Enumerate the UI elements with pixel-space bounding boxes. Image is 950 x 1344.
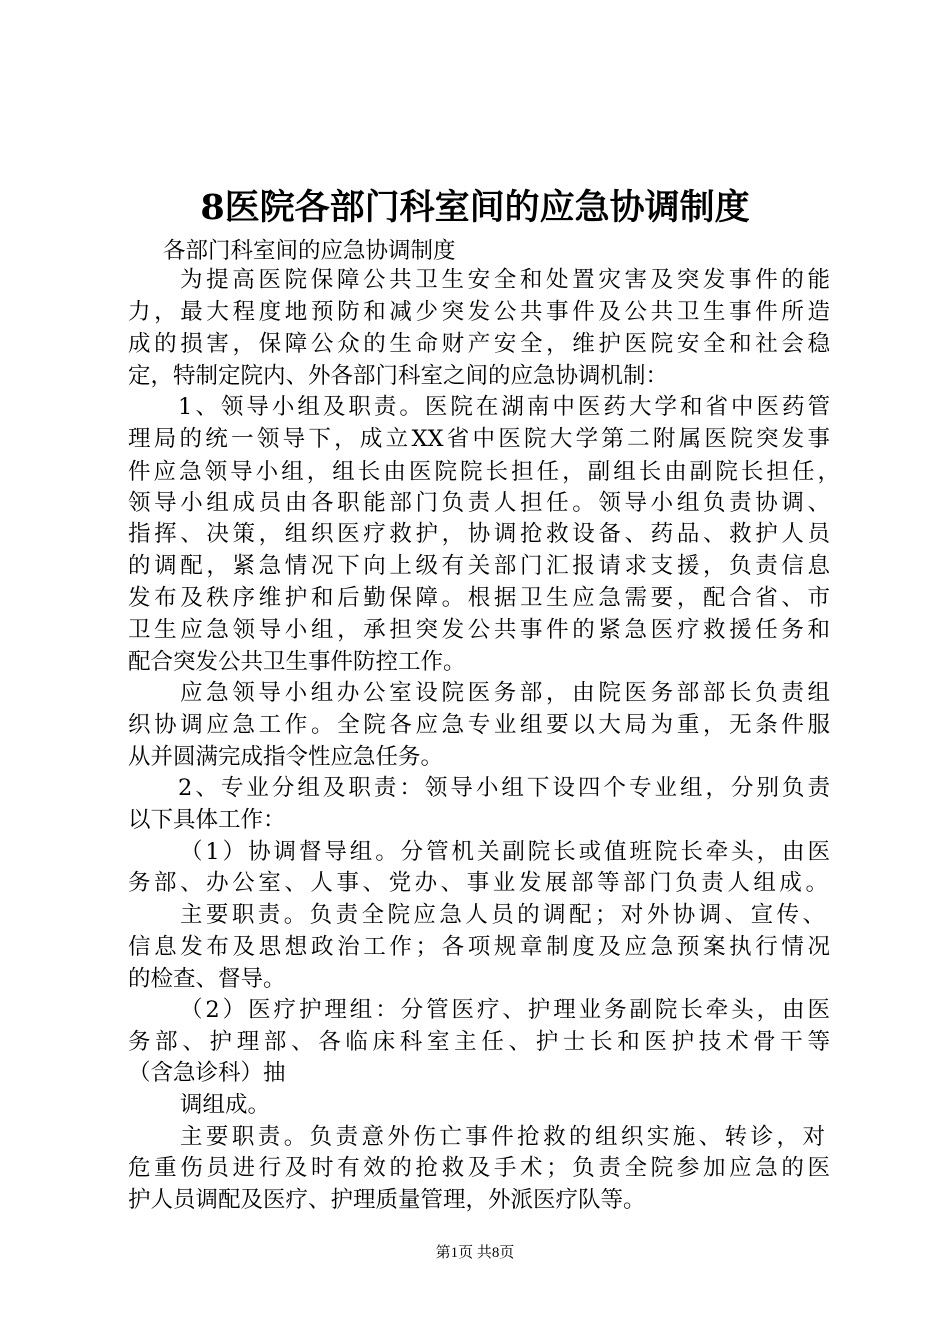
paragraph-line: 力，最大程度地预防和减少突发公共事件及公共卫生事件所造 (128, 299, 830, 325)
paragraph-line: 的调配，紧急情况下向上级有关部门汇报请求支援，负责信息 (128, 553, 830, 579)
paragraph-line: 以下具体工作： (128, 807, 286, 833)
paragraph-line: 发布及秩序维护和后勤保障。根据卫生应急需要，配合省、市 (128, 585, 830, 611)
paragraph-line: 主要职责。负责全院应急人员的调配；对外协调、宣传、 (180, 902, 825, 928)
paragraph-line: 危重伤员进行及时有效的抢救及手术；负责全院参加应急的医 (128, 1155, 830, 1181)
paragraph-line: （含急诊科）抽 (128, 1060, 286, 1086)
paragraph-line: 成的损害，保障公众的生命财产安全，维护医院安全和社会稳 (128, 331, 830, 357)
paragraph-line: 的检查、督导。 (128, 966, 286, 992)
paragraph-line: 各部门科室间的应急协调制度 (163, 238, 456, 264)
paragraph-line: 护人员调配及医疗、护理质量管理，外派医疗队等。 (128, 1187, 646, 1213)
paragraph-line: （1）协调督导组。分管机关副院长或值班院长牵头，由医 (180, 839, 830, 865)
paragraph-line: 领导小组成员由各职能部门负责人担任。领导小组负责协调、 (128, 490, 830, 516)
paragraph-line: 务部、办公室、人事、党办、事业发展部等部门负责人组成。 (128, 870, 828, 896)
document-title: 8医院各部门科室间的应急协调制度 (200, 187, 750, 228)
paragraph-line: 务部、护理部、各临床科室主任、护士长和医护技术骨干等 (128, 1029, 830, 1055)
paragraph-line: 配合突发公共卫生事件防控工作。 (128, 649, 466, 675)
paragraph-line: 为提高医院保障公共卫生安全和处置灾害及突发事件的能 (180, 267, 830, 293)
paragraph-line: 1、领导小组及职责。医院在湖南中医药大学和省中医药管 (178, 394, 830, 420)
page-number-footer: 第1页 共8页 (435, 1245, 515, 1261)
paragraph-line: （2）医疗护理组：分管医疗、护理业务副院长牵头，由医 (180, 997, 830, 1023)
paragraph-line: 从并圆满完成指令性应急任务。 (128, 744, 444, 770)
paragraph-line: 应急领导小组办公室设院医务部，由院医务部部长负责组 (180, 680, 830, 706)
paragraph-line: 织协调应急工作。全院各应急专业组要以大局为重，无条件服 (128, 712, 830, 738)
paragraph-line: 信息发布及思想政治工作；各项规章制度及应急预案执行情况 (128, 934, 830, 960)
paragraph-line: 卫生应急领导小组，承担突发公共事件的紧急医疗救援任务和 (128, 617, 830, 643)
paragraph-line: 调组成。 (180, 1092, 271, 1118)
paragraph-line: 理局的统一领导下，成立XX省中医院大学第二附属医院突发事 (128, 426, 830, 452)
paragraph-line: 2、专业分组及职责：领导小组下设四个专业组，分别负责 (178, 775, 830, 801)
paragraph-line: 定，特制定院内、外各部门科室之间的应急协调机制： (128, 363, 669, 389)
paragraph-line: 主要职责。负责意外伤亡事件抢救的组织实施、转诊，对 (180, 1124, 825, 1150)
paragraph-line: 件应急领导小组，组长由医院院长担任，副组长由副院长担任， (128, 459, 840, 485)
paragraph-line: 指挥、决策，组织医疗救护，协调抢救设备、药品、救护人员 (128, 521, 830, 547)
